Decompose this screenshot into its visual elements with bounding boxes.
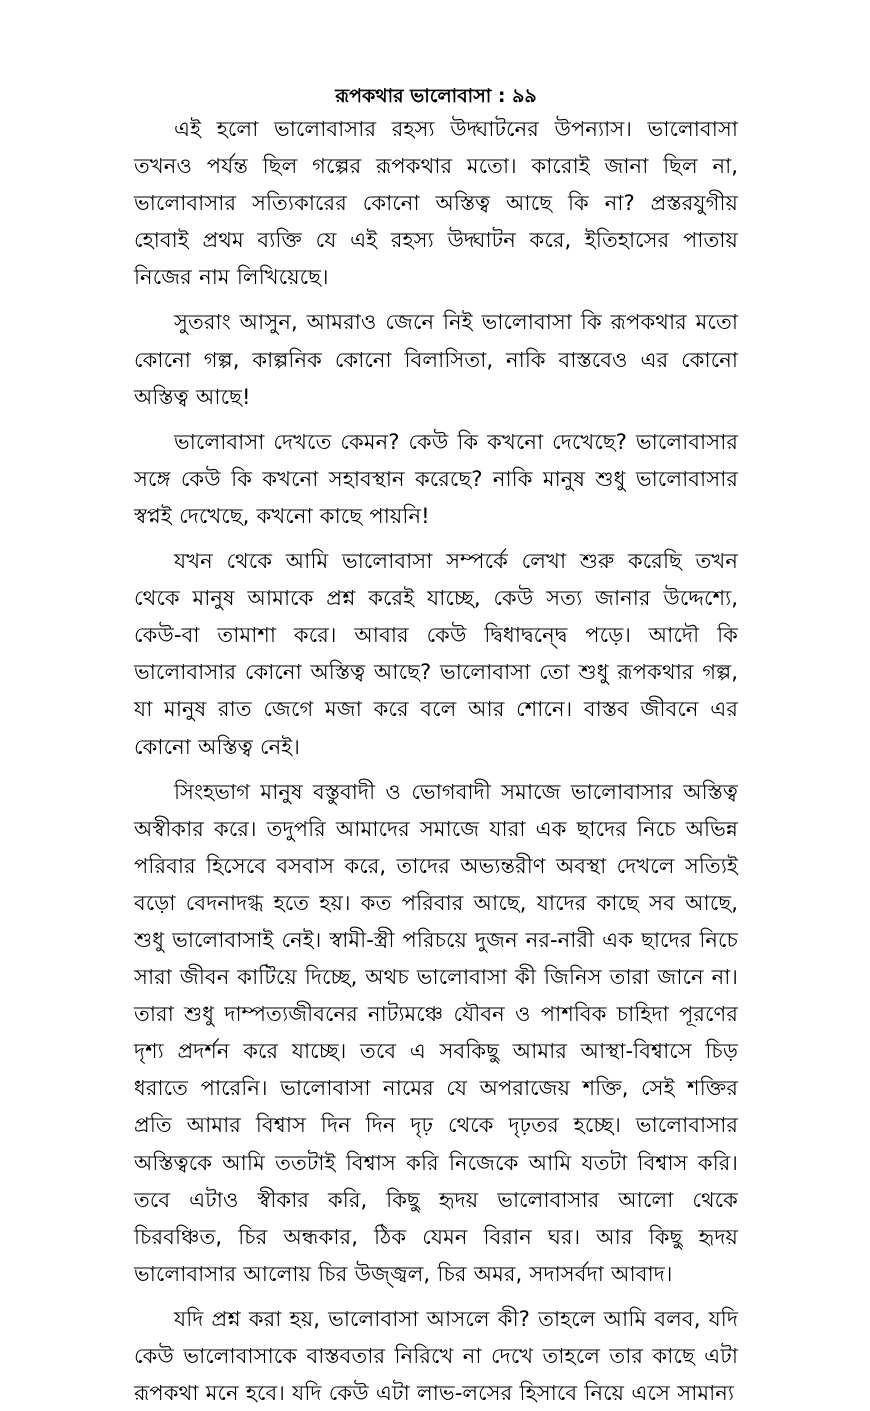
paragraph: সুতরাং আসুন, আমরাও জেনে নিই ভালোবাসা কি রূপকথার মতো কোনো গল্প, কাল্পনিক কোনো বিলাসিতা, নাকি বাস্তবেও এর কোনো অস্তিত্ব আছে! bbox=[134, 309, 738, 409]
running-head: রূপকথার ভালোবাসা : ৯৯ bbox=[335, 85, 537, 107]
paragraph: ভালোবাসা দেখতে কেমন? কেউ কি কখনো দেখেছে? ভালোবাসার সঙ্গে কেউ কি কখনো সহাবস্থান করেছে? নাকি মানুষ শুধু ভালোবাসার স্বপ্নই দেখেছে, কখনো কাছে পায়নি! bbox=[134, 428, 738, 528]
paragraph: সিংহভাগ মানুষ বস্তুবাদী ও ভোগবাদী সমাজে ভালোবাসার অস্তিত্ব অস্বীকার করে। তদুপরি আমাদের সমাজে যারা এক ছাদের নিচে অভিন্ন পরিবার হিসেবে বসবাস করে, তাদের অভ্যন্তরীণ অবস্থা দেখলে সত্যিই বড়ো বেদনাদগ্ধ হতে হয়। কত পরিবার আছে, যাদের কাছে সব আছে, শুধু ভালোবাসাই নেই। স্বামী-স্ত্রী পরিচয়ে দুজন নর-নারী এক ছাদের নিচে সারা জীবন কাটিয়ে দিচ্ছে, অথচ ভালোবাসা কী জিনিস তারা জানে না। তারা শুধু দাম্পত্যজীবনের নাট্যমঞ্চে যৌবন ও পাশবিক চাহিদা পূরণের দৃশ্য প্রদর্শন করে যাচ্ছে। তবে এ সবকিছু আমার আস্থা-বিশ্বাসে চিড় ধরাতে পারেনি। ভালোবাসা নামের যে অপরাজেয় শক্তি, সেই শক্তির প্রতি আমার বিশ্বাস দিন দিন দৃঢ় থেকে দৃঢ়তর হচ্ছে। ভালোবাসার অস্তিত্বকে আমি ততটাই বিশ্বাস করি নিজেকে আমি যতটা বিশ্বাস করি। তবে এটাও স্বীকার করি, কিছু হৃদয় ভালোবাসার আলো থেকে চিরবঞ্চিত, চির অন্ধকার, ঠিক যেমন বিরান ঘর। আর কিছু হৃদয় ভালোবাসার আলোয় চির উজ্জ্বল, চির অমর, সদাসর্বদা আবাদ। bbox=[134, 778, 738, 1286]
paragraph: যদি প্রশ্ন করা হয়, ভালোবাসা আসলে কী? তাহলে আমি বলব, যদি কেউ ভালোবাসাকে বাস্তবতার নিরিখে না দেখে তাহলে তার কাছে এটা রূপকথা মনে হবে। যদি কেউ এটা লাভ-লসের হিসাবে নিয়ে এসে সামান্য bbox=[134, 1305, 738, 1406]
paragraph: যখন থেকে আমি ভালোবাসা সম্পর্কে লেখা শুরু করেছি তখন থেকে মানুষ আমাকে প্রশ্ন করেই যাচ্ছে, কেউ সত্য জানার উদ্দেশ্যে, কেউ-বা তামাশা করে। আবার কেউ দ্বিধাদ্বন্দ্বে পড়ে। আদৌ কি ভালোবাসার কোনো অস্তিত্ব আছে? ভালোবাসা তো শুধু রূপকথার গল্প, যা মানুষ রাত জেগে মজা করে বলে আর শোনে। বাস্তব জীবনে এর কোনো অস্তিত্ব নেই। bbox=[134, 548, 738, 759]
paragraph: এই হলো ভালোবাসার রহস্য উদ্ঘাটনের উপন্যাস। ভালোবাসা তখনও পর্যন্ত ছিল গল্পের রূপকথার মতো। কারোই জানা ছিল না, ভালোবাসার সত্যিকারের কোনো অস্তিত্ব আছে কি না? প্রস্তরযুগীয় হোবাই প্রথম ব্যক্তি যে এই রহস্য উদ্ঘাটন করে, ইতিহাসের পাতায় নিজের নাম লিখিয়েছে। bbox=[134, 116, 738, 290]
